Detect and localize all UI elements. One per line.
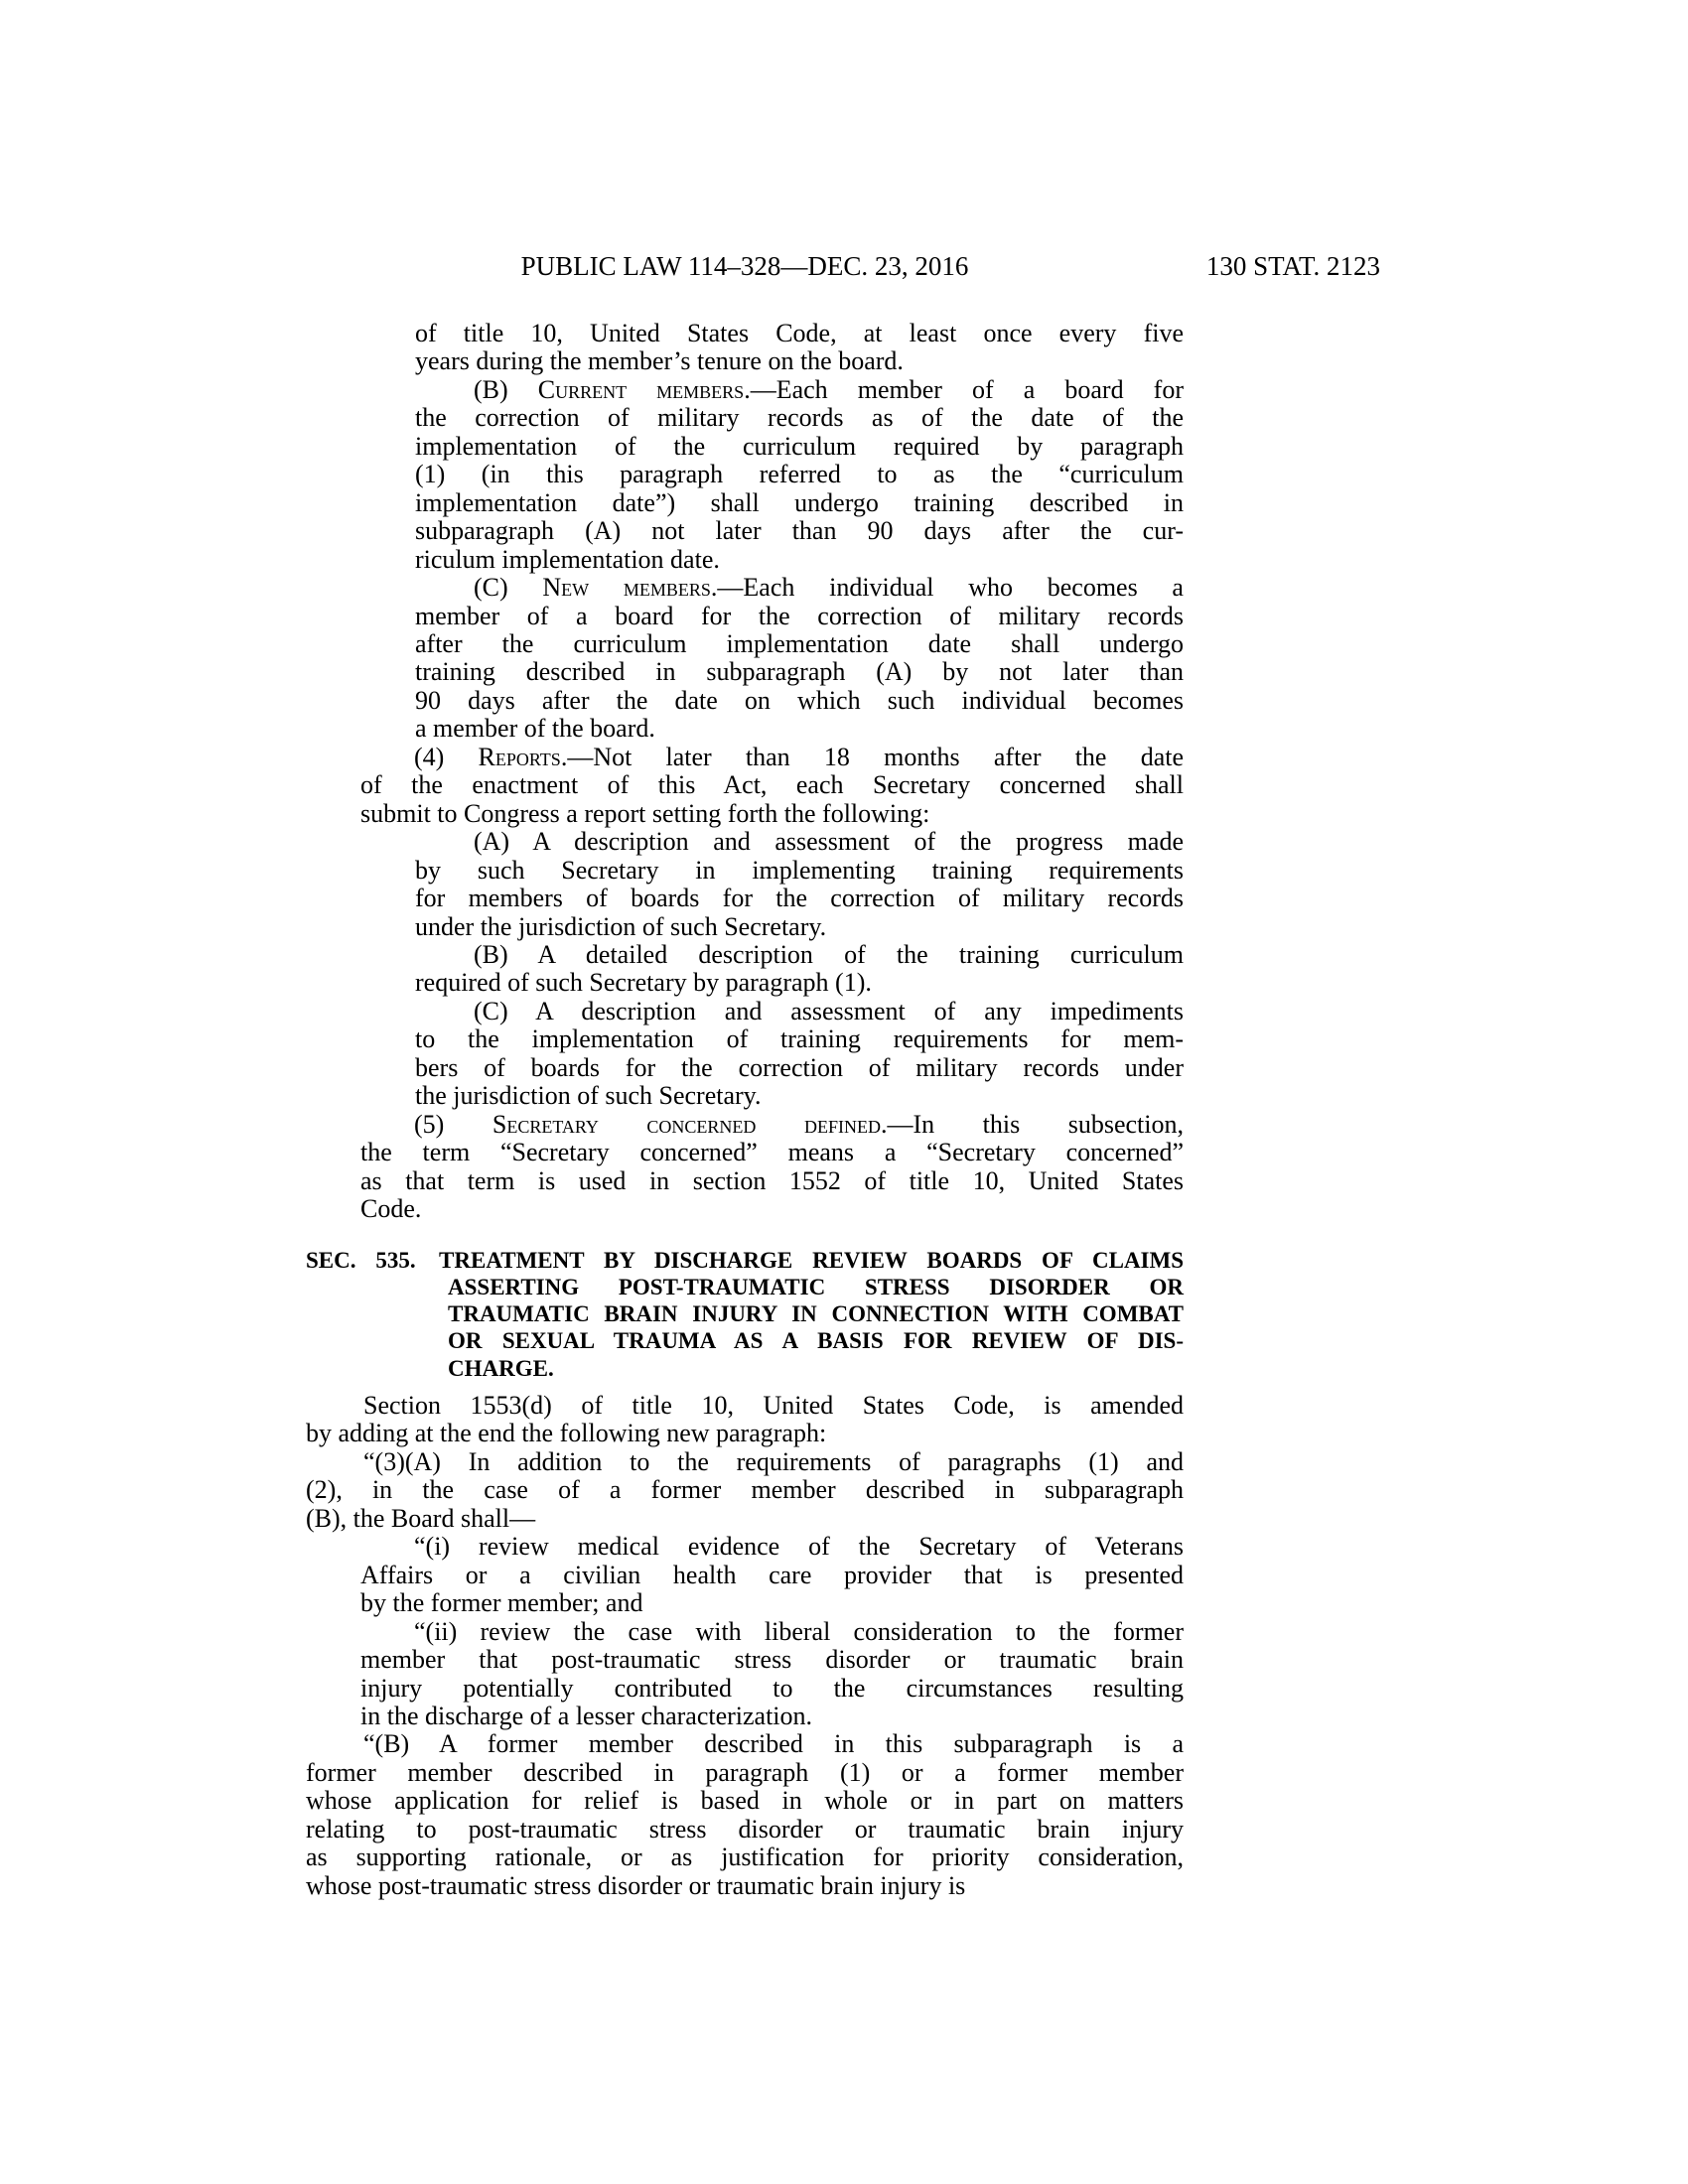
running-header-page-number: 130 STAT. 2123 [1205,251,1380,281]
text-line: by the former member; and [360,1588,643,1618]
section-title-text: TREATMENT BY DISCHARGE REVIEW BOARDS OF CLAIMS [439,1247,1184,1273]
text-line: the term “Secretary concerned” means a “Secretary concerned” [360,1138,1184,1167]
text-line: (2), in the case of a former member described in subparagraph [306,1475,1184,1505]
text-line: by adding at the end the following new paragraph: [306,1419,827,1448]
text-line: training described in subparagraph (A) by not later than [415,657,1184,687]
text-line: of title 10, United States Code, at least once every five [415,319,1184,347]
clause-number: (5) [414,1109,492,1139]
clause-text: .—Each member of a board for [744,374,1184,404]
text-line: member of a board for the correction of military records [415,601,1184,630]
text-line: to the implementation of training requirements for mem- [415,1024,1184,1054]
section-heading-line [306,1247,1184,1274]
text-line: a member of the board. [415,714,655,744]
text-line: by such Secretary in implementing training requirements [415,855,1184,885]
clause-title: New members [542,573,711,603]
text-line: of the enactment of this Act, each Secretary concerned shall [360,770,1184,800]
text-line: (A) A description and assessment of the progress made [474,827,1184,857]
text-line: relating to post-traumatic stress disorder or traumatic brain injury [306,1814,1184,1843]
text-line: (B) A detailed description of the training curriculum [474,939,1184,969]
section-heading-line: OR SEXUAL TRAUMA AS A BASIS FOR REVIEW OF DIS- [448,1328,1184,1354]
section-number: SEC. 535. [306,1247,416,1273]
text-line: years during the member’s tenure on the board. [415,346,904,376]
text-line: riculum implementation date. [415,544,720,574]
clause-text: .—In this subsection, [880,1109,1184,1139]
clause-title: Secretary concerned defined [492,1109,881,1139]
text-line: as that term is used in section 1552 of title 10, United States [360,1165,1184,1195]
clause-title: Current members [537,374,745,404]
text-line: “(3)(A) In addition to the requirements of paragraphs (1) and [363,1446,1184,1476]
text-line: required of such Secretary by paragraph (1). [415,968,872,998]
running-header-title: PUBLIC LAW 114–328—DEC. 23, 2016 [520,251,969,281]
text-line: injury potentially contributed to the circumstances resulting [360,1673,1184,1703]
text-line: Code. [360,1194,422,1224]
text-line: the jurisdiction of such Secretary. [415,1081,762,1111]
text-line: after the curriculum implementation date shall undergo [415,628,1184,658]
text-line: implementation date”) shall undergo training described in [415,487,1184,517]
text-line: whose application for relief is based in whole or in part on matters [306,1786,1184,1816]
text-line: member that post-traumatic stress disorder or traumatic brain [360,1645,1184,1675]
text-line: for members of boards for the correction of military records [415,884,1184,913]
text-line: (C) A description and assessment of any impediments [474,996,1184,1025]
section-heading-line: CHARGE. [448,1355,554,1381]
text-line: as supporting rationale, or as justification for priority consideration, [306,1843,1184,1872]
text-line [415,376,1184,404]
text-line: the correction of military records as of the date of the [415,403,1184,433]
text-line [360,744,1184,771]
text-line [415,574,1184,602]
section-heading-line: ASSERTING POST-TRAUMATIC STRESS DISORDER OR [448,1274,1184,1299]
text-line: former member described in paragraph (1) or a former member [306,1757,1184,1787]
running-header [306,250,1380,282]
text-line: Affairs or a civilian health care provider that is presented [360,1560,1184,1589]
text-line: in the discharge of a lesser characterization. [360,1701,813,1730]
text-line: (B), the Board shall— [306,1503,536,1533]
text-line: bers of boards for the correction of military records under [415,1052,1184,1082]
clause-title: Reports [478,742,561,771]
clause-text: .—Each individual who becomes a [710,573,1184,603]
text-line: 90 days after the date on which such individual becomes [415,685,1184,715]
text-line: subparagraph (A) not later than 90 days after the cur- [415,516,1184,546]
text-line: (1) (in this paragraph referred to as the “curriculum [415,460,1184,489]
text-line: whose post-traumatic stress disorder or traumatic brain injury is [306,1870,966,1900]
statute-text-column [306,320,1184,1900]
text-line: “(i) review medical evidence of the Secretary of Veterans [414,1532,1184,1562]
text-line: under the jurisdiction of such Secretary. [415,911,827,941]
clause-number: (4) [414,742,479,771]
text-line: “(ii) review the case with liberal consideration to the former [414,1616,1184,1646]
clause-text: .—Not later than 18 months after the date [560,742,1184,771]
text-line: submit to Congress a report setting forth the following: [360,798,930,828]
section-heading-line: TRAUMATIC BRAIN INJURY IN CONNECTION WITH COMBAT [448,1301,1184,1327]
clause-number: (B) [474,374,538,404]
section-heading [306,1247,1184,1382]
text-line [360,1111,1184,1139]
text-line: “(B) A former member described in this subparagraph is a [363,1729,1184,1759]
text-line: Section 1553(d) of title 10, United States Code, is amended [363,1390,1184,1420]
clause-number: (C) [474,573,543,603]
text-line: implementation of the curriculum required by paragraph [415,431,1184,461]
